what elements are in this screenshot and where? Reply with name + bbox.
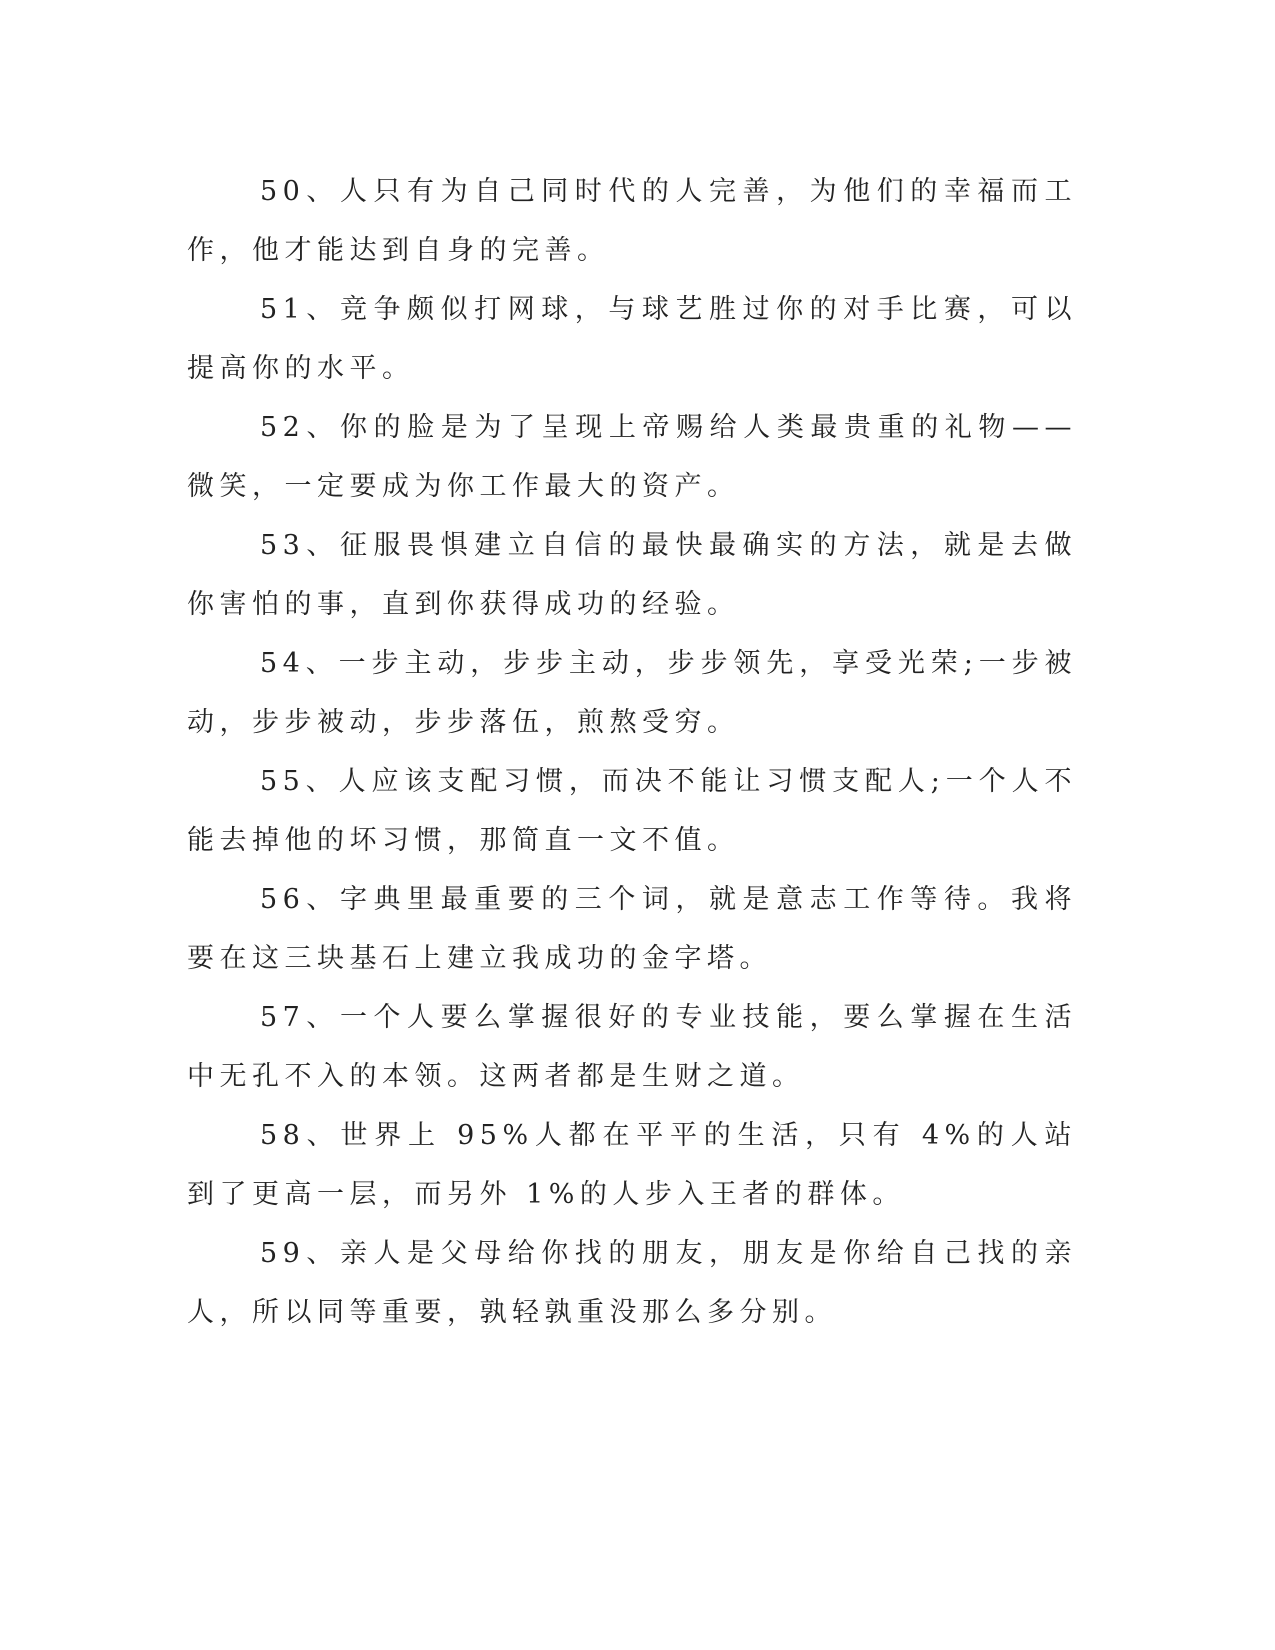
quote-paragraph-51: 51、竞争颇似打网球，与球艺胜过你的对手比赛，可以提高你的水平。 xyxy=(187,294,1077,384)
quote-paragraph-55: 55、人应该支配习惯，而决不能让习惯支配人;一个人不能去掉他的坏习惯，那简直一文不值。 xyxy=(187,766,1077,856)
quote-paragraph-50: 50、人只有为自己同时代的人完善，为他们的幸福而工作，他才能达到自身的完善。 xyxy=(187,176,1077,266)
quote-paragraph-52: 52、你的脸是为了呈现上帝赐给人类最贵重的礼物——微笑，一定要成为你工作最大的资产。 xyxy=(187,412,1077,502)
quote-paragraph-58: 58、世界上 95%人都在平平的生活，只有 4%的人站到了更高一层，而另外 1%的人步入王者的群体。 xyxy=(187,1120,1077,1210)
quote-paragraph-57: 57、一个人要么掌握很好的专业技能，要么掌握在生活中无孔不入的本领。这两者都是生财之道。 xyxy=(187,1002,1077,1092)
quote-paragraph-53: 53、征服畏惧建立自信的最快最确实的方法，就是去做你害怕的事，直到你获得成功的经验。 xyxy=(187,530,1077,620)
quote-paragraph-59: 59、亲人是父母给你找的朋友，朋友是你给自己找的亲人，所以同等重要，孰轻孰重没那么多分别。 xyxy=(187,1238,1077,1328)
document-body xyxy=(187,162,1077,1342)
quote-paragraph-56: 56、字典里最重要的三个词，就是意志工作等待。我将要在这三块基石上建立我成功的金字塔。 xyxy=(187,884,1077,974)
quote-paragraph-54: 54、一步主动，步步主动，步步领先，享受光荣;一步被动，步步被动，步步落伍，煎熬受穷。 xyxy=(187,648,1077,738)
